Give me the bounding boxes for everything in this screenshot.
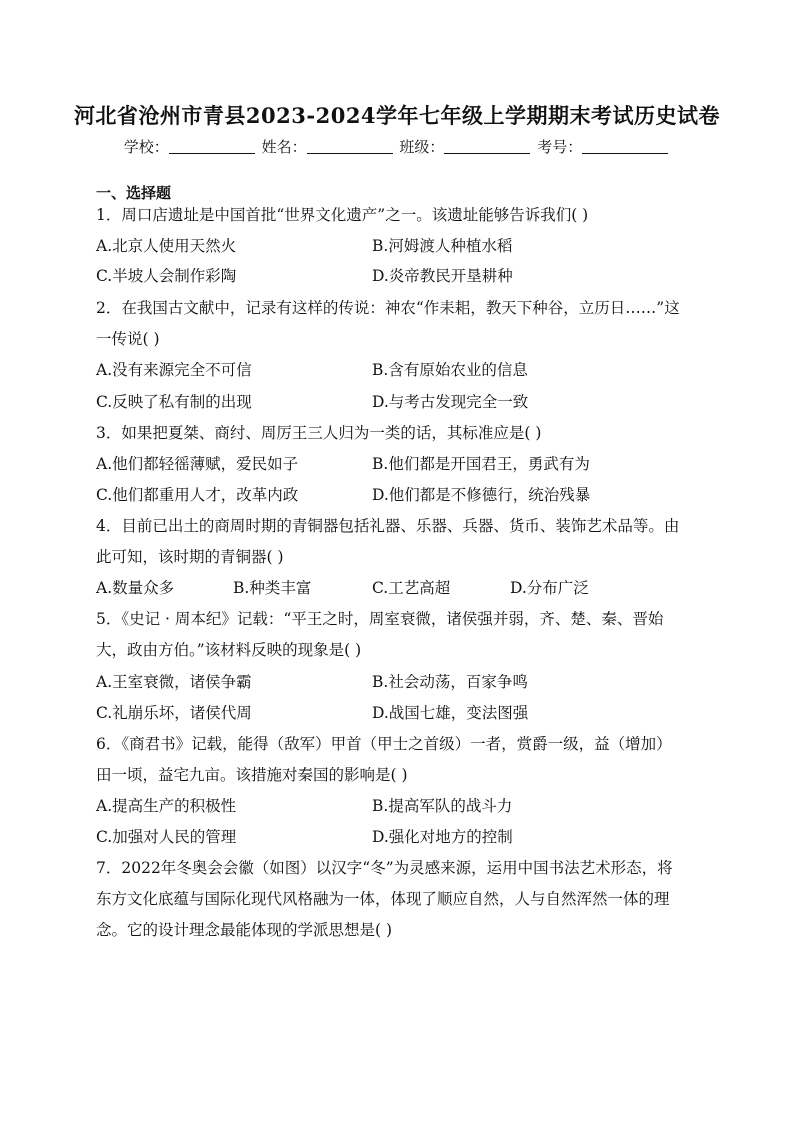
name-blank[interactable] <box>307 139 393 154</box>
question-6-option-b[interactable]: B.提高军队的战斗力 <box>372 797 513 815</box>
question-5-option-d[interactable]: D.战国七雄，变法图强 <box>372 704 529 722</box>
question-1-option-c[interactable]: C.半坡人会制作彩陶 <box>96 267 237 285</box>
question-4-line-2: 此可知，该时期的青铜器( ) <box>96 548 284 566</box>
question-1-line-1: 1．周口店遗址是中国首批“世界文化遗产”之一。该遗址能够告诉我们( ) <box>96 206 589 224</box>
question-2-option-d[interactable]: D.与考古发现完全一致 <box>372 393 529 411</box>
school-blank[interactable] <box>169 139 255 154</box>
question-2-option-c[interactable]: C.反映了私有制的出现 <box>96 393 252 411</box>
question-2-option-b[interactable]: B.含有原始农业的信息 <box>372 361 528 379</box>
question-1-option-d[interactable]: D.炎帝教民开垦耕种 <box>372 267 513 285</box>
question-3-option-b[interactable]: B.他们都是开国君王，勇武有为 <box>372 455 590 473</box>
question-4-line-1: 4．目前已出土的商周时期的青铜器包括礼器、乐器、兵器、货币、装饰艺术品等。由 <box>96 517 680 535</box>
question-4-option-d[interactable]: D.分布广泛 <box>510 579 589 597</box>
question-1-option-a[interactable]: A.北京人使用天然火 <box>96 237 237 255</box>
question-4-option-b[interactable]: B.种类丰富 <box>233 579 312 597</box>
question-6-option-a[interactable]: A.提高生产的积极性 <box>96 797 237 815</box>
school-label: 学校： <box>123 138 169 156</box>
exam-title: 河北省沧州市青县2023-2024学年七年级上学期期末考试历史试卷 <box>73 103 721 128</box>
question-4-option-c[interactable]: C.工艺高超 <box>372 579 451 597</box>
class-label: 班级： <box>399 138 445 156</box>
question-3-option-c[interactable]: C.他们都重用人才，改革内政 <box>96 486 299 504</box>
question-5-option-c[interactable]: C.礼崩乐坏，诸侯代周 <box>96 704 252 722</box>
question-3-line-1: 3．如果把夏桀、商纣、周厉王三人归为一类的话，其标准应是( ) <box>96 424 542 442</box>
question-4-option-a[interactable]: A.数量众多 <box>96 579 175 597</box>
exam-no-blank[interactable] <box>582 139 668 154</box>
question-6-line-1: 6．《商君书》记载，能得（敌军）甲首（甲士之首级）一者，赏爵一级，益（增加） <box>96 735 672 753</box>
question-1-option-b[interactable]: B.河姆渡人种植水稻 <box>372 237 513 255</box>
question-6-option-d[interactable]: D.强化对地方的控制 <box>372 828 513 846</box>
question-5-option-b[interactable]: B.社会动荡，百家争鸣 <box>372 673 528 691</box>
question-5-option-a[interactable]: A.王室衰微，诸侯争霸 <box>96 673 252 691</box>
question-2-line-2: 一传说( ) <box>96 330 160 348</box>
question-6-option-c[interactable]: C.加强对人民的管理 <box>96 828 237 846</box>
question-3-option-d[interactable]: D.他们都是不修德行，统治残暴 <box>372 486 591 504</box>
question-3-option-a[interactable]: A.他们都轻徭薄赋，爱民如子 <box>96 455 299 473</box>
question-7-line-2: 东方文化底蕴与国际化现代风格融为一体，体现了顺应自然，人与自然浑然一体的理 <box>96 890 670 908</box>
question-5-line-2: 大，政由方伯。”该材料反映的现象是( ) <box>96 641 362 659</box>
section-title: 一、选择题 <box>96 184 172 202</box>
question-2-option-a[interactable]: A.没有来源完全不可信 <box>96 361 252 379</box>
exam-no-label: 考号： <box>537 138 583 156</box>
class-blank[interactable] <box>444 139 530 154</box>
question-2-line-1: 2．在我国古文献中，记录有这样的传说：神农“作耒耜，教天下种谷，立历日……”这 <box>96 299 680 317</box>
name-label: 姓名： <box>261 138 307 156</box>
student-info-row <box>0 136 794 157</box>
question-7-line-1: 7．2022年冬奥会会徽（如图）以汉字“冬”为灵感来源，运用中国书法艺术形态，将 <box>96 859 673 877</box>
question-7-line-3: 念。它的设计理念最能体现的学派思想是( ) <box>96 921 393 939</box>
question-6-line-2: 田一顷，益宅九亩。该措施对秦国的影响是( ) <box>96 766 408 784</box>
question-5-line-1: 5．《史记 · 周本纪》记载：“平王之时，周室衰微，诸侯强并弱，齐、楚、秦、晋始 <box>96 610 664 628</box>
